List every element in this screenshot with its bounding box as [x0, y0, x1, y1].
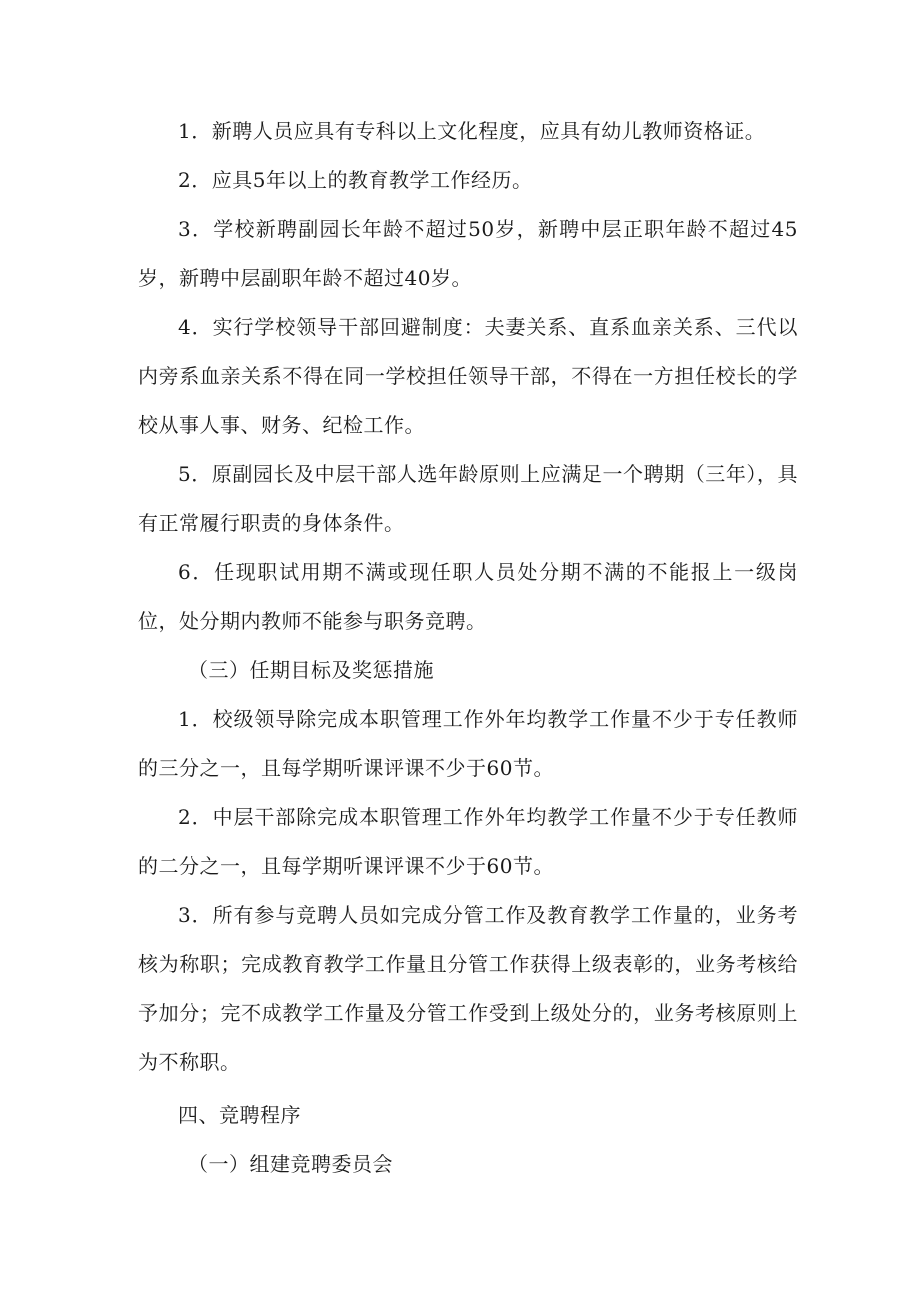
requirement-paragraph-3: 3．学校新聘副园长年龄不超过50岁，新聘中层正职年龄不超过45岁，新聘中层副职年龄不超过40岁。 — [138, 217, 798, 290]
section-heading-procedure: 四、竞聘程序 — [178, 1103, 301, 1127]
section-heading-term-goals: （三）任期目标及奖惩措施 — [188, 658, 434, 682]
requirement-paragraph-2: 2．应具5年以上的教育教学工作经历。 — [178, 168, 533, 192]
requirement-paragraph-1: 1．新聘人员应具有专科以上文化程度，应具有幼儿教师资格证。 — [178, 119, 766, 143]
goal-paragraph-2: 2．中层干部除完成本职管理工作外年均教学工作量不少于专任教师的二分之一，且每学期听课评课不少于60节。 — [138, 805, 798, 878]
goal-paragraph-1: 1．校级领导除完成本职管理工作外年均教学工作量不少于专任教师的三分之一，且每学期听课评课不少于60节。 — [138, 707, 798, 780]
goal-paragraph-3: 3．所有参与竞聘人员如完成分管工作及教育教学工作量的，业务考核为称职；完成教育教学工作量且分管工作获得上级表彰的，业务考核给予加分；完不成教学工作量及分管工作受到上级处分的，业务考核原则上为不称职。 — [138, 903, 798, 1074]
subsection-heading-committee: （一）组建竞聘委员会 — [188, 1152, 393, 1176]
requirement-paragraph-6: 6．任现职试用期不满或现任职人员处分期不满的不能报上一级岗位，处分期内教师不能参与职务竞聘。 — [138, 560, 798, 633]
requirement-paragraph-5: 5．原副园长及中层干部人选年龄原则上应满足一个聘期（三年），具有正常履行职责的身体条件。 — [138, 462, 798, 535]
requirement-paragraph-4: 4．实行学校领导干部回避制度：夫妻关系、直系血亲关系、三代以内旁系血亲关系不得在同一学校担任领导干部，不得在一方担任校长的学校从事人事、财务、纪检工作。 — [138, 315, 798, 437]
